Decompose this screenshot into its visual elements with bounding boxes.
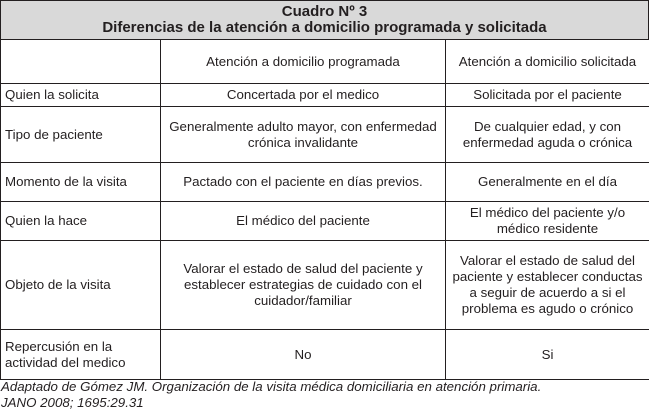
cell-programada: Valorar el estado de salud del paciente y establecer estrategias de cuidado con el cuidador/familiar xyxy=(161,241,446,330)
row-label: Objeto de la visita xyxy=(1,241,161,330)
cell-solicitada: El médico del paciente y/o médico residente xyxy=(446,202,649,241)
cell-programada: Pactado con el paciente en días previos. xyxy=(161,163,446,202)
header-cell-programada: Atención a domicilio programada xyxy=(161,40,446,84)
cell-solicitada: Solicitada por el paciente xyxy=(446,84,649,107)
comparison-table xyxy=(0,39,649,380)
cell-programada: Generalmente adulto mayor, con enfermedad crónica invalidante xyxy=(161,107,446,163)
source-citation xyxy=(1,379,541,411)
header-row xyxy=(1,40,649,84)
row-label: Quien la solicita xyxy=(1,84,161,107)
header-cell-empty xyxy=(1,40,161,84)
cell-programada: Concertada por el medico xyxy=(161,84,446,107)
cell-solicitada: Valorar el estado de salud del paciente y establecer conductas a seguir de acuerdo a si el problema es agudo o crónico xyxy=(446,241,649,330)
cell-programada: El médico del paciente xyxy=(161,202,446,241)
table-row xyxy=(1,107,649,163)
source-citation-line2: JANO 2008; 1695:29.31 xyxy=(1,395,144,410)
cell-solicitada: Si xyxy=(446,330,649,380)
row-label: Repercusión en la actividad del medico xyxy=(1,330,161,380)
cell-solicitada: Generalmente en el día xyxy=(446,163,649,202)
table-title-text: Diferencias de la atención a domicilio programada y solicitada xyxy=(102,19,547,36)
cell-programada: No xyxy=(161,330,446,380)
table-row xyxy=(1,330,649,380)
row-label: Tipo de paciente xyxy=(1,107,161,163)
table-row xyxy=(1,84,649,107)
table-title xyxy=(0,0,649,39)
cell-solicitada: De cualquier edad, y con enfermedad aguda o crónica xyxy=(446,107,649,163)
table-title-number: Cuadro Nº 3 xyxy=(281,3,368,20)
source-citation-line1: Adaptado de Gómez JM. Organización de la visita médica domiciliaria en atención primaria. xyxy=(1,379,542,394)
table-row xyxy=(1,241,649,330)
row-label: Momento de la visita xyxy=(1,163,161,202)
table-row xyxy=(1,163,649,202)
row-label: Quien la hace xyxy=(1,202,161,241)
table-row xyxy=(1,202,649,241)
header-cell-solicitada: Atención a domicilio solicitada xyxy=(446,40,649,84)
